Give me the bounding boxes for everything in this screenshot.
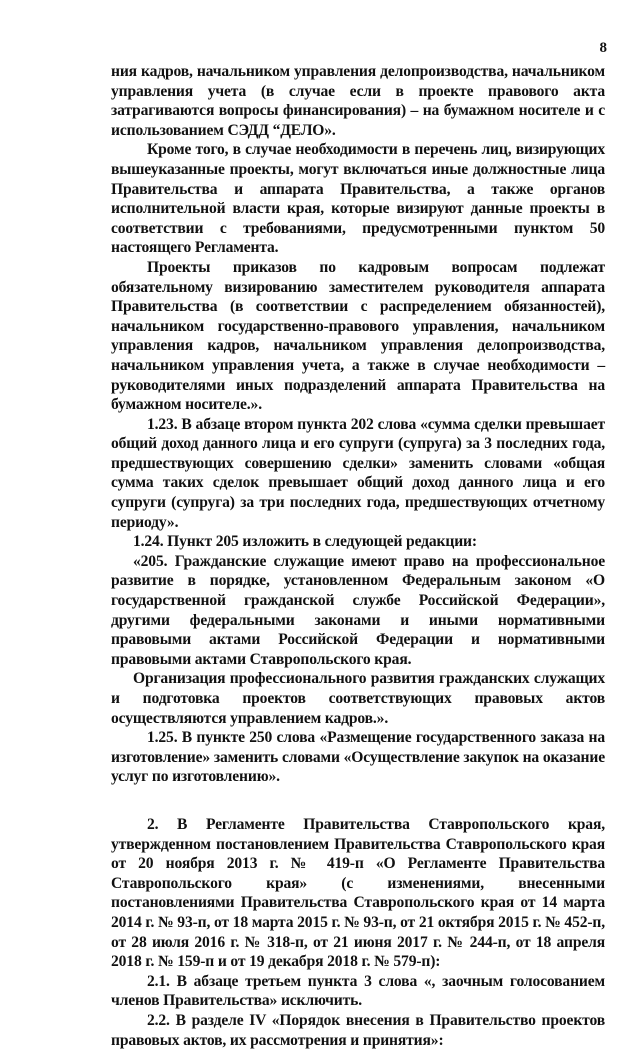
paragraph-2: 2. В Регламенте Правительства Ставропольского края, утвержденном постановлением Правительства Ставропольского края от 20 ноября 2013 г. № 419-п «О Регламенте Правительства Ставропольского края» (с изменениями, внесенными постановлениями Правительства Ставропольского края от 14 марта 2014 г. № 93-п, от 18 марта 2015 г. № 93-п, от 21 октября 2015 г. № 452-п, от 28 июля 2016 г. № 318-п, от 21 июня 2017 г. № 244-п, от 18 апреля 2018 г. № 159-п и от 19 декабря 2018 г. № 579-п): <box>111 815 605 971</box>
paragraph-1-25: 1.25. В пункте 250 слова «Размещение государственного заказа на изготовление» заменить словами «Осуществление закупок на оказание услуг по изготовлению». <box>111 729 605 786</box>
paragraph-additional-signers: Кроме того, в случае необходимости в перечень лиц, визирующих вышеуказанные проекты, могут включаться иные должностные лица Правительства и аппарата Правительства, а также органов исполнительной власти края, которые визируют данные проекты в соответствии с требованиями, предусмотренными пунктом 50 настоящего Регламента. <box>111 141 605 257</box>
paragraph-1-23: 1.23. В абзаце втором пункта 202 слова «сумма сделки превышает общий доход данного лица и его супруги (супруга) за 3 последних года, предшествующих совершению сделки» заменить словами «общая сумма таких сделок превышает общий доход данного лица и его супруги (супруга) за три последних года, предшествующих отчетному периоду». <box>111 415 605 531</box>
document-body <box>111 62 605 1050</box>
paragraph-2-1: 2.1. В абзаце третьем пункта 3 слова «, заочным голосованием членов Правительства» исключить. <box>111 972 605 1010</box>
paragraph-2-2: 2.2. В разделе IV «Порядок внесения в Правительство проектов правовых актов, их рассмотрения и принятия»: <box>111 1011 605 1049</box>
paragraph-205: «205. Гражданские служащие имеют право на профессиональное развитие в порядке, установленном Федеральным законом «О государственной гражданской службе Российской Федерации», другими федеральными законами и иными нормативными правовыми актами Российской Федерации и нормативными правовыми актами Ставропольского края. <box>111 552 605 668</box>
page-number: 8 <box>599 40 607 56</box>
paragraph-continuation: ния кадров, начальником управления делопроизводства, начальником управления учета (в случае если в проекте правового акта затрагиваются вопросы финансирования) – на бумажном носителе и с использованием СЭДД “ДЕЛО». <box>111 63 605 139</box>
paragraph-organization: Организация профессионального развития гражданских служащих и подготовка проектов соответствующих правовых актов осуществляются управлением кадров.». <box>111 670 605 727</box>
paragraph-personnel-orders: Проекты приказов по кадровым вопросам подлежат обязательному визированию заместителем руководителя аппарата Правительства (в соответствии с распределением обязанностей), начальником государственно-правового управления, начальником управления кадров, начальником управления делопроизводства, начальником управления учета, а также в случае необходимости – руководителями иных подразделений аппарата Правительства на бумажном носителе.». <box>111 258 605 414</box>
paragraph-1-24: 1.24. Пункт 205 изложить в следующей редакции: <box>133 533 477 551</box>
